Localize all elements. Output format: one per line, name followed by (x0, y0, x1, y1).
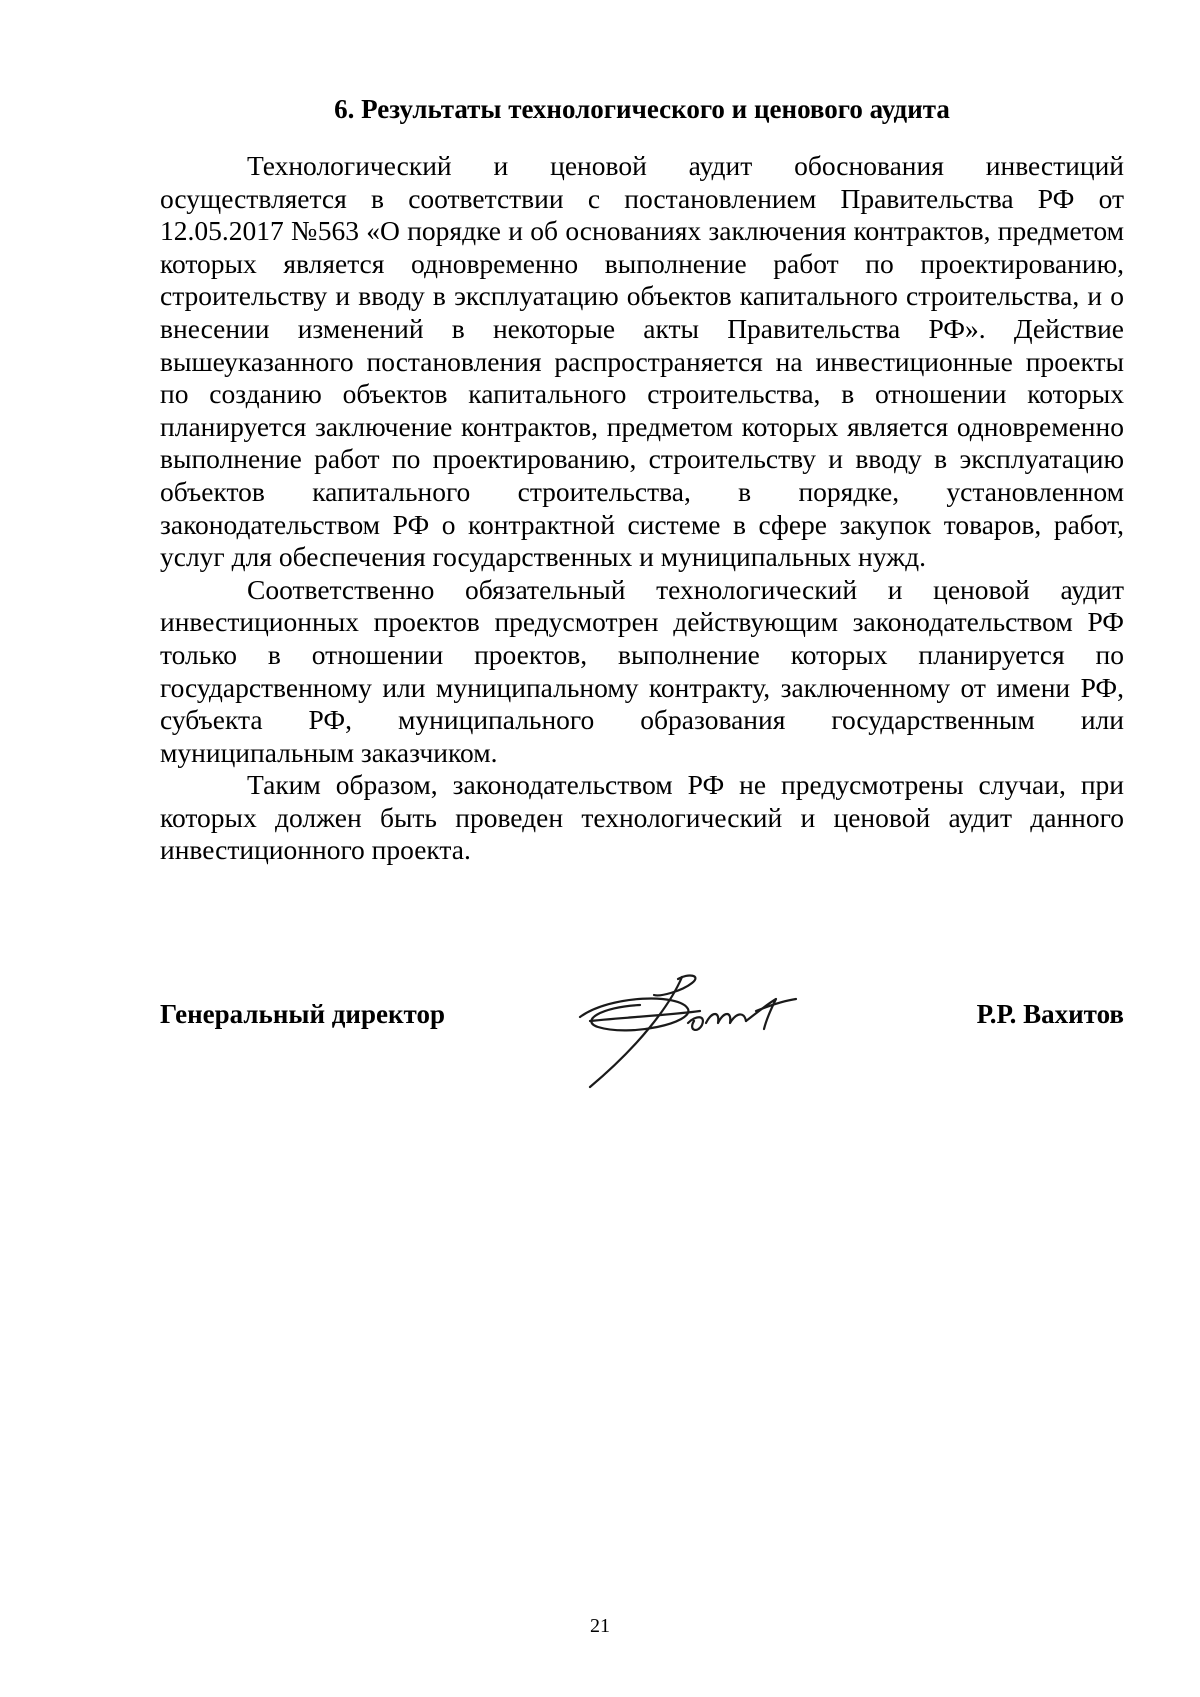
paragraph-1: Технологический и ценовой аудит обоснования инвестиций осуществляется в соответствии с постановлением Правительства РФ от 12.05.2017 №563 «О порядке и об основаниях заключения контрактов, предметом которых является одновременно выполнение работ по проектированию, строительству и вводу в эксплуатацию объектов капитального строительства, и о внесении изменений в некоторые акты Правительства РФ». Действие вышеуказанного постановления распространяется на инвестиционные проекты по созданию объектов капитального строительства, в отношении которых планируется заключение контрактов, предметом которых является одновременно выполнение работ по проектированию, строительству и вводу в эксплуатацию объектов капитального строительства, в порядке, установленном законодательством РФ о контрактной системе в сфере закупок товаров, работ, услуг для обеспечения государственных и муниципальных нужд. (160, 150, 1124, 573)
signatory-role: Генеральный директор (160, 999, 445, 1029)
signature-block (160, 985, 1124, 1095)
section-heading: 6. Результаты технологического и ценового аудита (334, 94, 950, 124)
signatory-name: Р.Р. Вахитов (976, 999, 1124, 1029)
paragraph-2: Соответственно обязательный технологический и ценовой аудит инвестиционных проектов предусмотрен действующим законодательством РФ только в отношении проектов, выполнение которых планируется по государственному или муниципальному контракту, заключенному от имени РФ, субъекта РФ, муниципального образования государственным или муниципальным заказчиком. (160, 573, 1124, 768)
body-text (160, 150, 1124, 867)
paragraph-3: Таким образом, законодательством РФ не предусмотрены случаи, при которых должен быть проведен технологический и ценовой аудит данного инвестиционного проекта. (160, 769, 1124, 866)
page-number: 21 (590, 1615, 610, 1637)
handwritten-signature (570, 965, 850, 1095)
